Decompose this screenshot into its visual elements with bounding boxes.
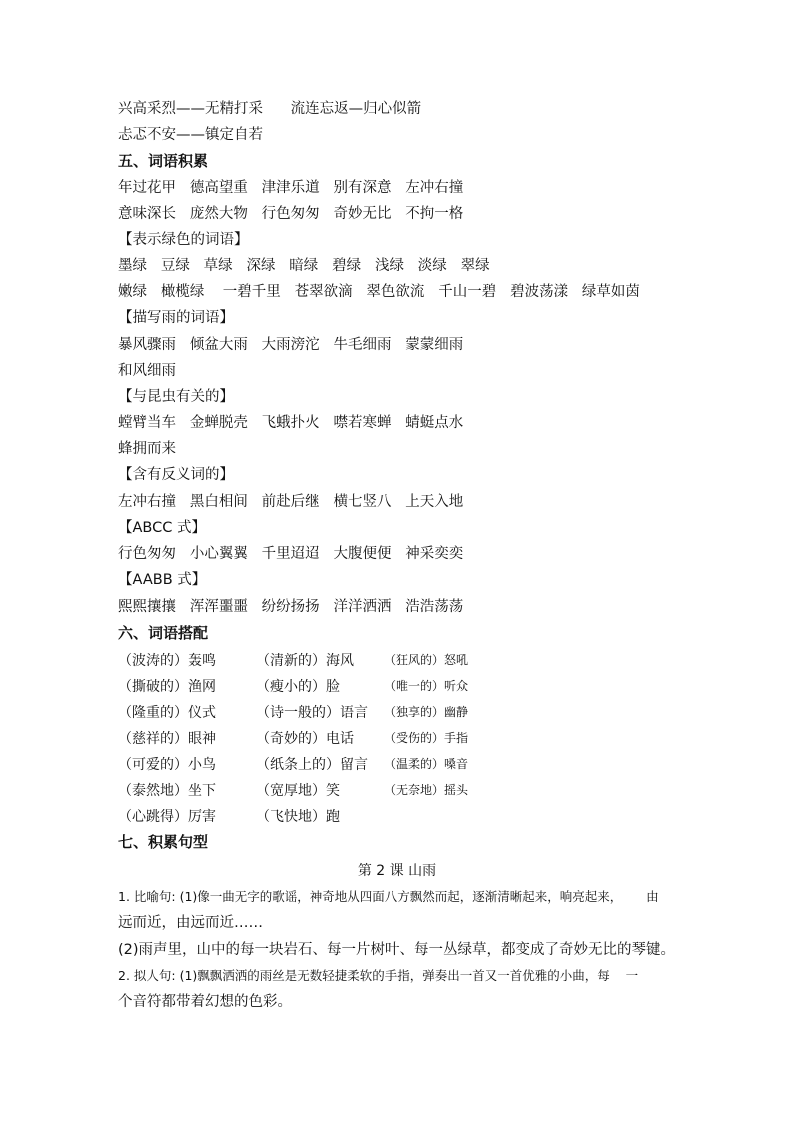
antonym-line-2: 忐忑不安——镇定自若 (118, 127, 263, 143)
abcc-heading: 【ABCC 式】 (118, 520, 206, 536)
sentence-line-1: 1. 比喻句: (1)像一曲无字的歌谣，神奇地从四面八方飘然而起，逐渐清晰起来，响亮起来， 由 (118, 889, 659, 904)
green-line-2: 嫩绿 橄榄绿 一碧千里 苍翠欲滴 翠色欲流 千山一碧 碧波荡漾 绿草如茵 (118, 284, 640, 300)
collocation-6-2: （宽厚地）笑 (256, 783, 340, 799)
insect-line-1: 螳臂当车 金蝉脱壳 飞蛾扑火 噤若寒蝉 蜻蜓点水 (118, 415, 464, 431)
collocation-5-1: （可爱的）小鸟 (118, 757, 216, 773)
sentence-line-5: 个音符都带着幻想的色彩。 (118, 994, 292, 1010)
collocation-4-3: （受伤的）手指 (384, 731, 469, 745)
collocation-1-2: （清新的）海风 (256, 653, 354, 669)
collocation-3-2: （诗一般的）语言 (256, 705, 368, 721)
collocation-6-1: （泰然地）坐下 (118, 783, 216, 799)
collocation-2-3: （唯一的）听众 (384, 679, 469, 693)
rain-line-1: 暴风骤雨 倾盆大雨 大雨滂沱 牛毛细雨 蒙蒙细雨 (118, 337, 464, 353)
collocation-2-2: （瘦小的）脸 (256, 679, 340, 695)
collocation-7-2: （飞快地）跑 (256, 809, 340, 825)
sentence-line-2: 远而近，由远而近…… (118, 915, 263, 931)
green-words-heading: 【表示绿色的词语】 (118, 232, 249, 248)
aabb-line-1: 熙熙攘攘 浑浑噩噩 纷纷扬扬 洋洋洒洒 浩浩荡荡 (118, 599, 464, 615)
section-5-heading: 五、词语积累 (118, 152, 209, 170)
opposite-line-1: 左冲右撞 黑白相间 前赴后继 横七竖八 上天入地 (118, 494, 464, 510)
collocation-1-3: （狂风的）怒吼 (384, 653, 469, 667)
collocation-5-2: （纸条上的）留言 (256, 757, 368, 773)
collocation-6-3: （无奈地）摇头 (384, 783, 469, 797)
abcc-line-1: 行色匆匆 小心翼翼 千里迢迢 大腹便便 神采奕奕 (118, 546, 464, 562)
collocation-3-3: （独享的）幽静 (384, 705, 469, 719)
insect-line-2: 蜂拥而来 (118, 441, 176, 457)
collocation-3-1: （隆重的）仪式 (118, 705, 216, 721)
collocation-7-1: （心跳得）厉害 (118, 809, 216, 825)
green-line-1: 墨绿 豆绿 草绿 深绿 暗绿 碧绿 浅绿 淡绿 翠绿 (118, 258, 490, 274)
collocation-2-1: （撕破的）渔网 (118, 679, 216, 695)
collocation-5-3: （温柔的）嗓音 (384, 757, 469, 771)
sentence-line-4: 2. 拟人句: (1)飘飘洒洒的雨丝是无数轻捷柔软的手指，弹奏出一首又一首优雅的小曲，每 一 (118, 968, 639, 983)
lesson-title: 第 2 课 山雨 (357, 863, 437, 879)
section-7-heading: 七、积累句型 (118, 833, 209, 851)
section-6-heading: 六、词语搭配 (118, 624, 209, 642)
rain-line-2: 和风细雨 (118, 363, 176, 379)
collocation-4-1: （慈祥的）眼神 (118, 731, 216, 747)
accum-line-2: 意味深长 庞然大物 行色匆匆 奇妙无比 不拘一格 (118, 206, 464, 222)
rain-words-heading: 【描写雨的词语】 (118, 310, 234, 326)
sentence-line-3: (2)雨声里，山中的每一块岩石、每一片树叶、每一丛绿草，都变成了奇妙无比的琴键。 (118, 942, 676, 958)
antonym-line-1: 兴高采烈——无精打采 流连忘返—归心似箭 (118, 101, 422, 117)
collocation-4-2: （奇妙的）电话 (256, 731, 354, 747)
opposite-words-heading: 【含有反义词的】 (118, 467, 234, 483)
aabb-heading: 【AABB 式】 (118, 572, 207, 588)
accum-line-1: 年过花甲 德高望重 津津乐道 别有深意 左冲右撞 (118, 180, 464, 196)
insect-words-heading: 【与昆虫有关的】 (118, 389, 234, 405)
collocation-1-1: （波涛的）轰鸣 (118, 653, 216, 669)
